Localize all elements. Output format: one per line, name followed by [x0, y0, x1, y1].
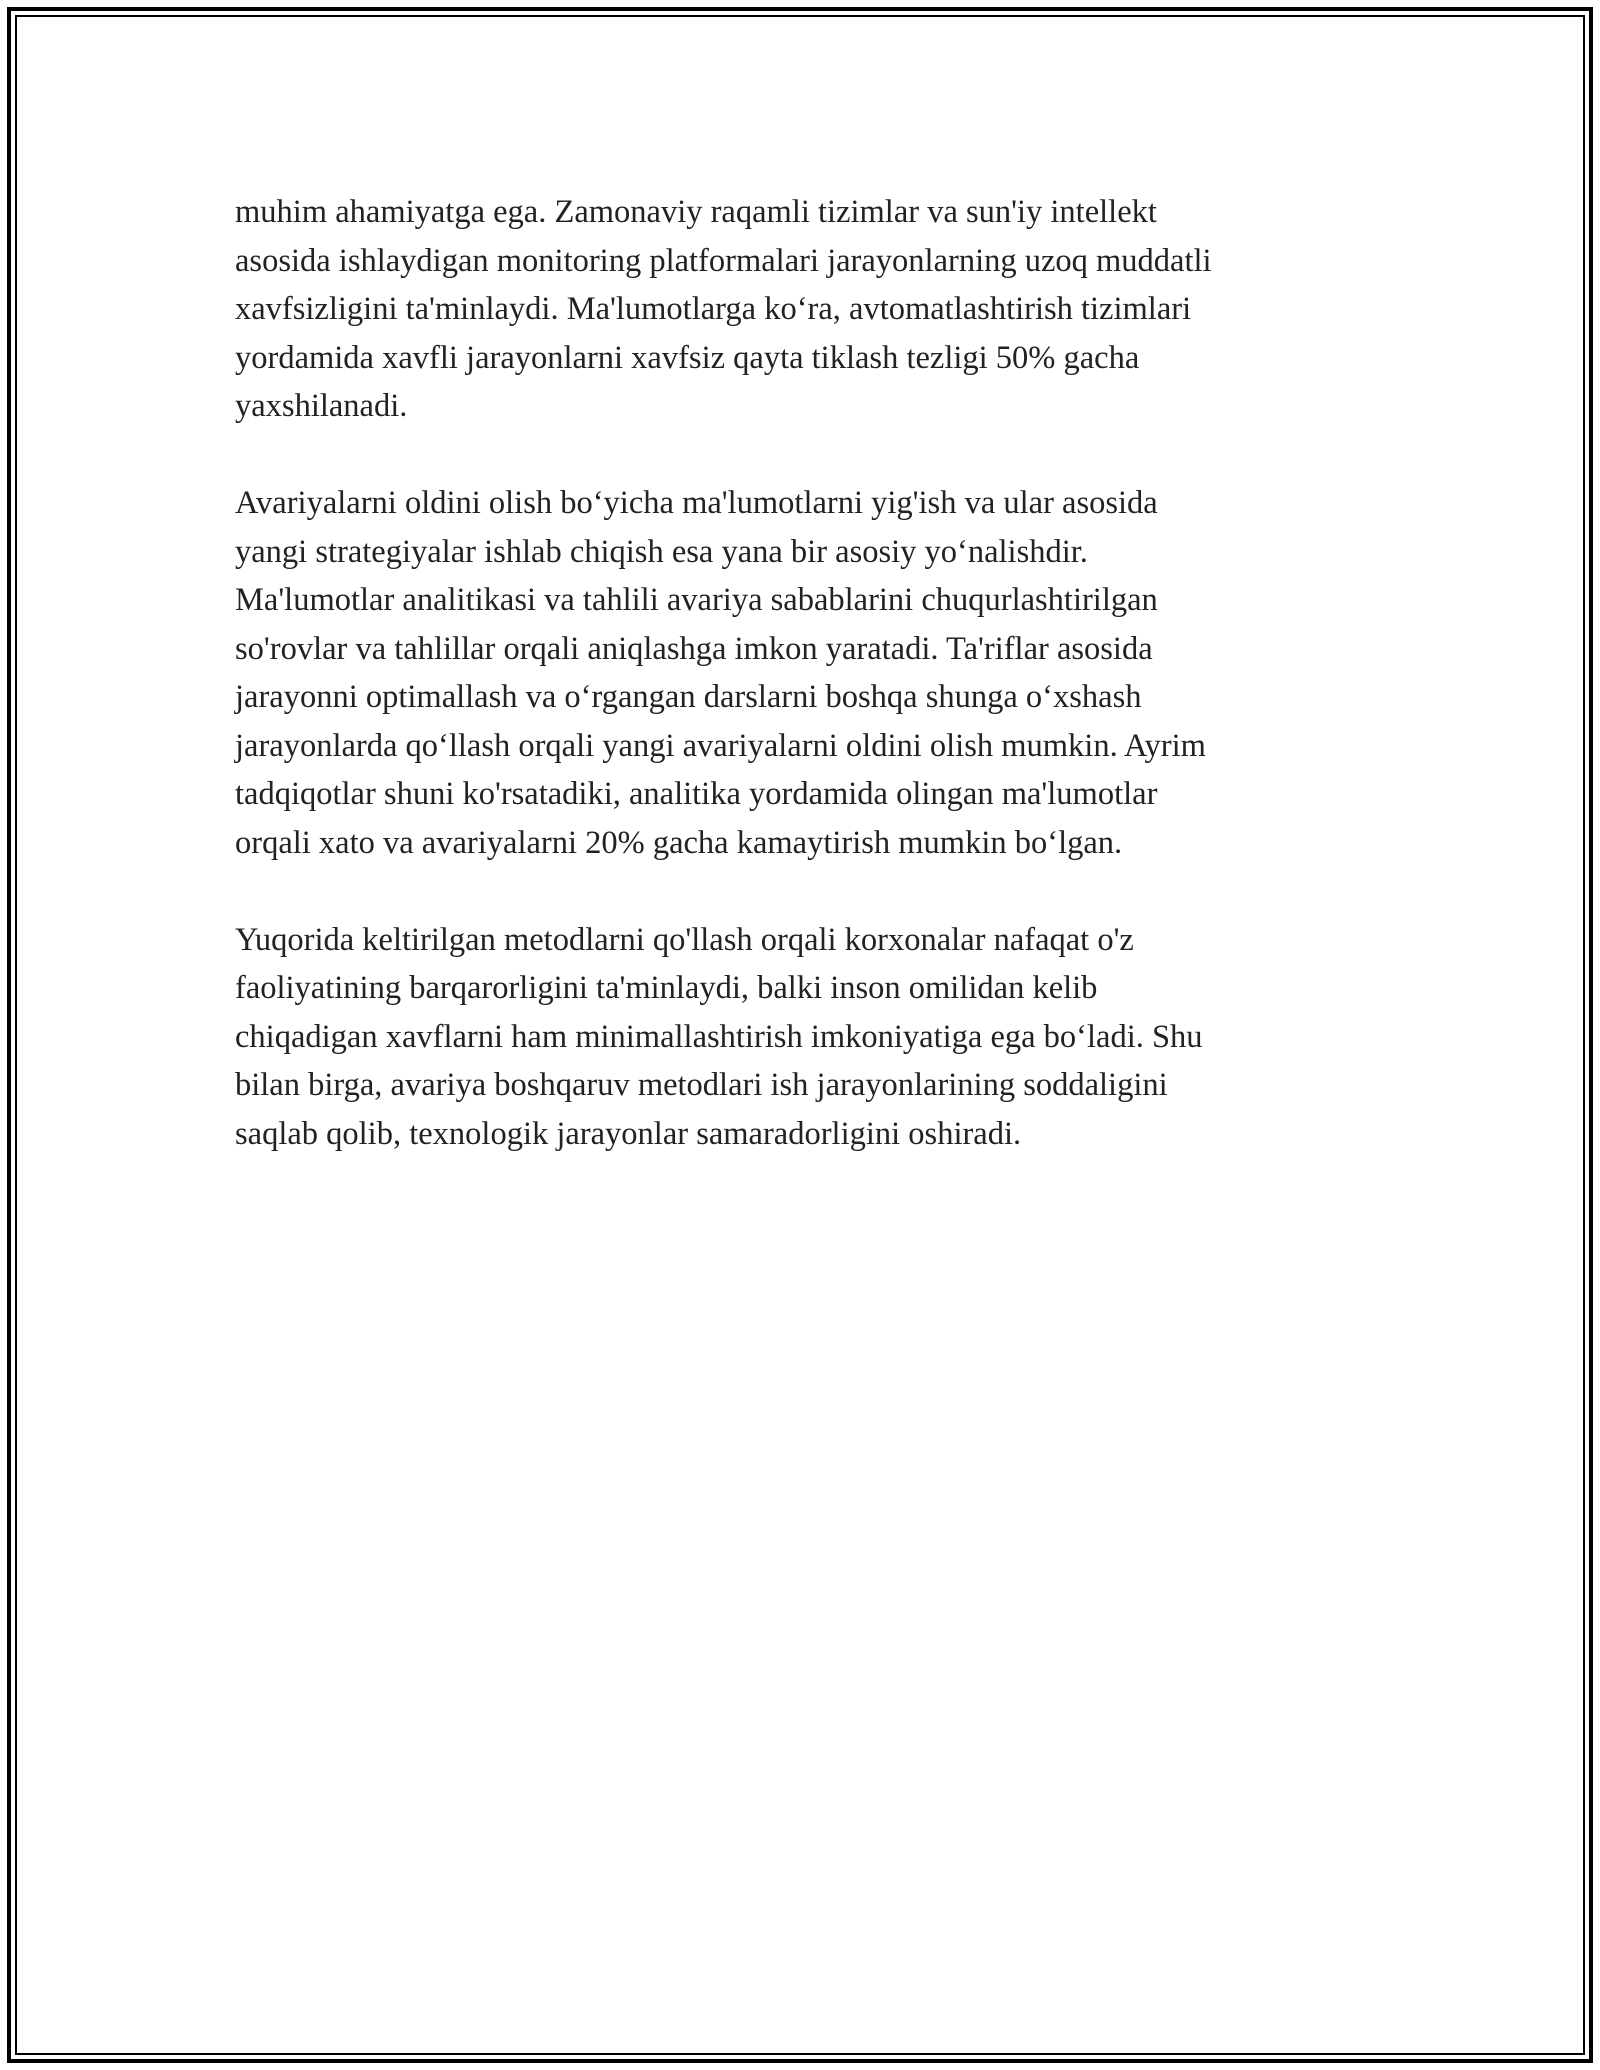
text-line: chiqadigan xavflarni ham minimallashtirish imkoniyatiga ega bo‘ladi. Shu	[235, 1018, 1203, 1055]
text-line: asosida ishlaydigan monitoring platformalari jarayonlarning uzoq muddatli	[235, 242, 1212, 279]
text-line: yaxshilanadi.	[235, 388, 408, 424]
text-line: yangi strategiyalar ishlab chiqish esa yana bir asosiy yo‘nalishdir.	[235, 533, 1088, 570]
text-line: so'rovlar va tahlillar orqali aniqlashga imkon yaratadi. Ta'riflar asosida	[235, 630, 1153, 667]
paragraph-1	[235, 188, 1365, 431]
document-body	[235, 188, 1365, 1207]
text-line: muhim ahamiyatga ega. Zamonaviy raqamli tizimlar va sun'iy intellekt	[235, 194, 1157, 230]
text-line: yordamida xavfli jarayonlarni xavfsiz qayta tiklash tezligi 50% gacha	[235, 339, 1140, 376]
text-line: orqali xato va avariyalarni 20% gacha kamaytirish mumkin bo‘lgan.	[235, 824, 1123, 861]
text-line: Avariyalarni oldini olish bo‘yicha ma'lumotlarni yig'ish va ular asosida	[235, 485, 1158, 521]
text-line: saqlab qolib, texnologik jarayonlar samaradorligini oshiradi.	[235, 1115, 1022, 1152]
text-line: jarayonlarda qo‘llash orqali yangi avariyalarni oldini olish mumkin. Ayrim	[235, 727, 1206, 764]
paragraph-3	[235, 916, 1365, 1159]
text-line: tadqiqotlar shuni ko'rsatadiki, analitika yordamida olingan ma'lumotlar	[235, 776, 1158, 812]
text-line: xavfsizligini ta'minlaydi. Ma'lumotlarga ko‘ra, avtomatlashtirish tizimlari	[235, 291, 1192, 327]
text-line: Yuqorida keltirilgan metodlarni qo'llash orqali korxonalar nafaqat o'z	[235, 921, 1134, 958]
text-line: jarayonni optimallash va o‘rgangan darslarni boshqa shunga o‘xshash	[235, 679, 1142, 715]
paragraph-2	[235, 479, 1365, 867]
text-line: Ma'lumotlar analitikasi va tahlili avariya sabablarini chuqurlashtirilgan	[235, 582, 1158, 618]
text-line: faoliyatining barqarorligini ta'minlaydi, balki inson omilidan kelib	[235, 970, 1098, 1006]
text-line: bilan birga, avariya boshqaruv metodlari ish jarayonlarining soddaligini	[235, 1067, 1168, 1103]
